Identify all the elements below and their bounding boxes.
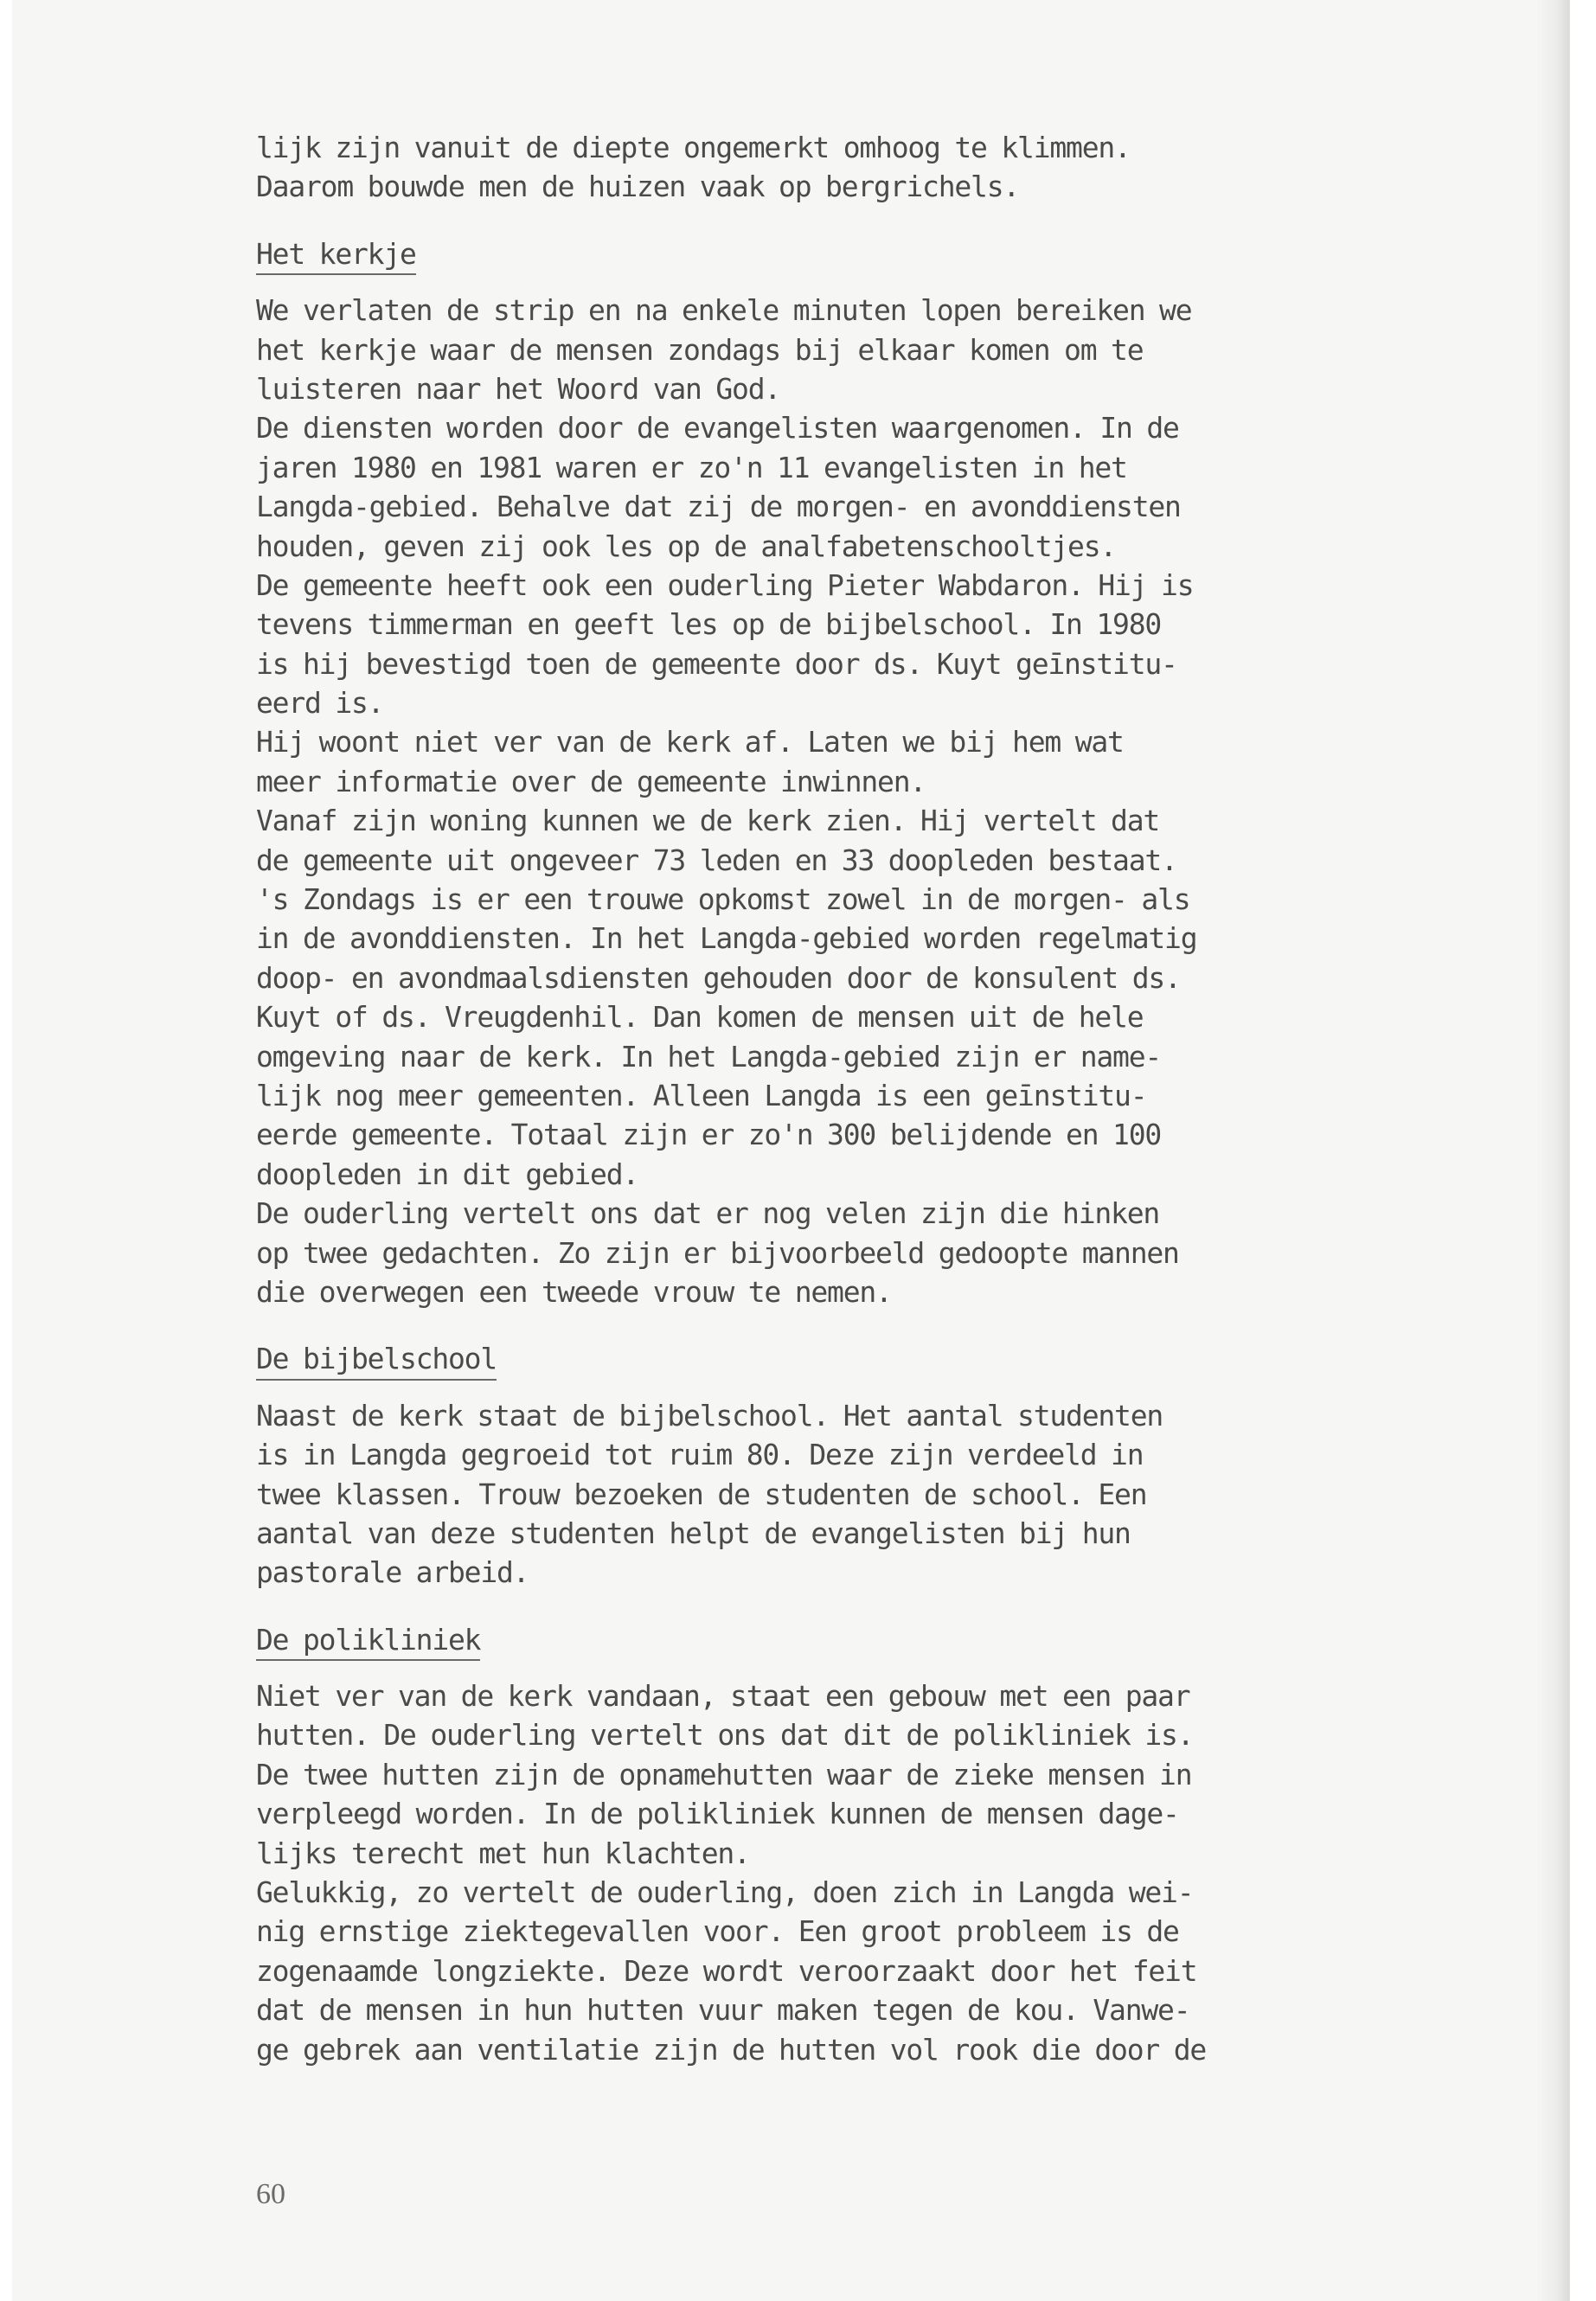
paper-edge-shadow xyxy=(1535,0,1570,2301)
text-line: meer informatie over de gemeente inwinnen. xyxy=(256,764,926,798)
text-line: zogenaamde longziekte. Deze wordt veroorzaakt door het feit xyxy=(256,1953,1197,1988)
text-line: De ouderling vertelt ons dat er nog velen zijn die hinken xyxy=(256,1196,1160,1231)
section-heading-de-polikliniek: De polikliniek xyxy=(256,1620,480,1661)
text-line: twee klassen. Trouw bezoeken de studenten de school. Een xyxy=(256,1477,1147,1511)
text-line: houden, geven zij ook les op de analfabetenschooltjes. xyxy=(256,529,1117,563)
text-line: jaren 1980 en 1981 waren er zo'n 11 evangelisten in het xyxy=(256,450,1127,484)
page-number: 60 xyxy=(256,2178,285,2210)
text-line: doopleden in dit gebied. xyxy=(256,1157,639,1191)
text-line: doop- en avondmaalsdiensten gehouden door de konsulent ds. xyxy=(256,960,1181,995)
text-line: De gemeente heeft ook een ouderling Pieter Wabdaron. Hij is xyxy=(256,567,1194,602)
text-line: is hij bevestigd toen de gemeente door ds. Kuyt geīnstitu- xyxy=(256,646,1177,681)
text-line: verpleegd worden. In de polikliniek kunnen de mensen dage- xyxy=(256,1797,1179,1831)
text-line: Naast de kerk staat de bijbelschool. Het aantal studenten xyxy=(256,1398,1163,1433)
text-line: in de avonddiensten. In het Langda-gebied worden regelmatig xyxy=(256,921,1197,956)
text-line: eerd is. xyxy=(256,686,384,721)
text-line: op twee gedachten. Zo zijn er bijvoorbeeld gedoopte mannen xyxy=(256,1235,1179,1270)
text-line: die overwegen een tweede vrouw te nemen. xyxy=(256,1274,892,1309)
text-line: Kuyt of ds. Vreugdenhil. Dan komen de mensen uit de hele xyxy=(256,1000,1144,1035)
text-line: eerde gemeente. Totaal zijn er zo'n 300 belijdende en 100 xyxy=(256,1118,1162,1152)
text-line: is in Langda gegroeid tot ruim 80. Deze zijn verdeeld in xyxy=(256,1438,1144,1472)
text-line: hutten. De ouderling vertelt ons dat dit de polikliniek is. xyxy=(256,1718,1194,1753)
text-line: dat de mensen in hun hutten vuur maken tegen de kou. Vanwe- xyxy=(256,1993,1190,2028)
text-line: lijk zijn vanuit de diepte ongemerkt omhoog te klimmen. xyxy=(256,131,1131,164)
text-line: 's Zondags is er een trouwe opkomst zowel in de morgen- als xyxy=(256,882,1190,917)
text-line: Hij woont niet ver van de kerk af. Laten we bij hem wat xyxy=(256,725,1124,760)
text-line: Gelukkig, zo vertelt de ouderling, doen zich in Langda wei- xyxy=(256,1875,1194,1910)
text-line: lijk nog meer gemeenten. Alleen Langda is een geīnstitu- xyxy=(256,1078,1147,1112)
text-line: Langda-gebied. Behalve dat zij de morgen- en avonddiensten xyxy=(256,490,1181,524)
text-line: We verlaten de strip en na enkele minuten lopen bereiken we xyxy=(256,293,1192,328)
text-line: pastorale arbeid. xyxy=(256,1555,529,1590)
text-line: De twee hutten zijn de opnamehutten waar de zieke mensen in xyxy=(256,1757,1192,1791)
text-line: ge gebrek aan ventilatie zijn de hutten vol rook die door de xyxy=(256,2032,1207,2067)
text-line: Daarom bouwde men de huizen vaak op bergrichels. xyxy=(256,170,1020,204)
text-line: omgeving naar de kerk. In het Langda-gebied zijn er name- xyxy=(256,1039,1162,1074)
section-heading-het-kerkje: Het kerkje xyxy=(256,234,416,275)
text-line: lijks terecht met hun klachten. xyxy=(256,1836,750,1870)
text-line: de gemeente uit ongeveer 73 leden en 33 doopleden bestaat. xyxy=(256,843,1177,877)
text-line: tevens timmerman en geeft les op de bijbelschool. In 1980 xyxy=(256,607,1162,642)
text-line: Niet ver van de kerk vandaan, staat een gebouw met een paar xyxy=(256,1679,1190,1714)
text-line: Vanaf zijn woning kunnen we de kerk zien. Hij vertelt dat xyxy=(256,804,1160,838)
text-line: aantal van deze studenten helpt de evangelisten bij hun xyxy=(256,1516,1131,1550)
body-text xyxy=(256,128,1450,2069)
text-line: De diensten worden door de evangelisten waargenomen. In de xyxy=(256,411,1179,445)
text-line: het kerkje waar de mensen zondags bij elkaar komen om te xyxy=(256,332,1144,367)
text-line: luisteren naar het Woord van God. xyxy=(256,371,781,406)
section-heading-de-bijbelschool: De bijbelschool xyxy=(256,1339,497,1380)
text-line: nig ernstige ziektegevallen voor. Een groot probleem is de xyxy=(256,1914,1179,1949)
